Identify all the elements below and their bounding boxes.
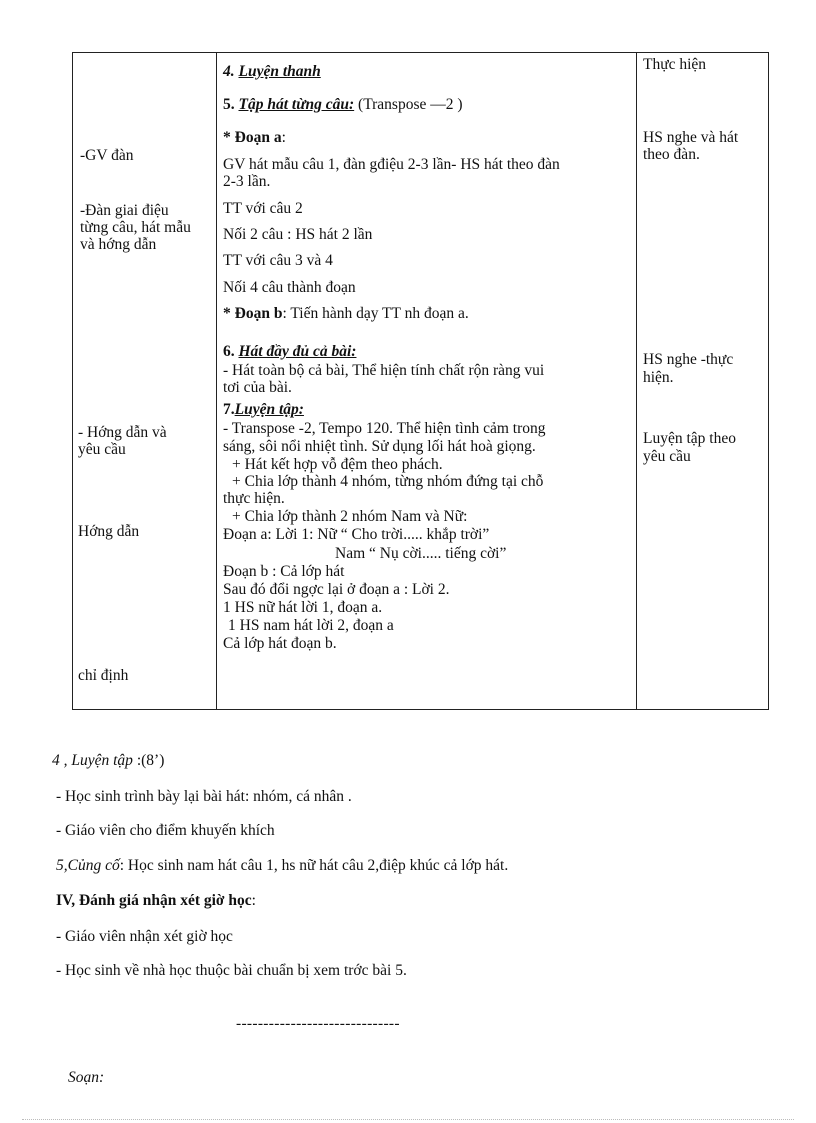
right-luyen-tap-theo-2: yêu cầu (643, 448, 691, 465)
mid-doan-a-loi1-nam: Nam “ Nụ cời..... tiếng cời” (335, 545, 507, 562)
left-dan-giai-dieu-1: -Đàn giai điệu (80, 202, 169, 219)
mid-luyen-tap-num: 7. (223, 401, 235, 418)
right-hs-nghe-hat-1: HS nghe và hát (643, 129, 739, 146)
luyen-tap-heading (52, 752, 164, 769)
mid-chia-2-nhom: + Chia lớp thành 2 nhóm Nam và Nữ: (232, 508, 468, 525)
luyen-tap-heading-num: 4 , (52, 752, 72, 769)
mid-chia-4-nhom-1: + Chia lớp thành 4 nhóm, từng nhóm đứng tại chỗ (232, 473, 544, 490)
left-huong-dan-yeu-cau-2: yêu cầu (78, 441, 126, 458)
mid-luyen-thanh-title: Luyện thanh (238, 63, 321, 80)
mid-doan-a-label: * Đoạn a (223, 129, 282, 146)
left-gv-dan: -GV đàn (80, 147, 134, 164)
table-divider-2 (636, 52, 637, 710)
mid-gv-hat-mau-1: GV hát mẫu câu 1, đàn gđiệu 2-3 lần- HS hát theo đàn (223, 156, 560, 173)
mid-doan-b (223, 305, 469, 322)
luyen-tap-heading-time: :(8’) (132, 752, 165, 769)
mid-gv-hat-mau-2: 2-3 lần. (223, 173, 271, 190)
mid-doan-a-loi1-nu: Đoạn a: Lời 1: Nữ “ Cho trời..... khắp trời” (223, 526, 490, 543)
left-dan-giai-dieu-3: và hớng dẫn (80, 236, 157, 253)
hs-ve-nha: - Học sinh về nhà học thuộc bài chuẩn bị xem trớc bài 5. (56, 962, 407, 979)
soan-label: Soạn: (68, 1069, 105, 1086)
mid-ca-lop-doan-b: Cả lớp hát đoạn b. (223, 635, 337, 652)
mid-hat-ket-hop: + Hát kết hợp vỗ đệm theo phách. (232, 456, 443, 473)
mid-sau-do: Sau đó đổi ngợc lại ở đoạn a : Lời 2. (223, 581, 450, 598)
mid-hs-nu: 1 HS nữ hát lời 1, đoạn a. (223, 599, 383, 616)
cung-co-label: 5,Củng cố (56, 857, 120, 874)
mid-hat-day-du-num: 6. (223, 343, 239, 360)
left-huong-dan: Hớng dẫn (78, 523, 140, 540)
mid-tap-hat-title: Tập hát từng câu: (238, 96, 355, 113)
table-divider-1 (216, 52, 217, 710)
mid-luyen-tap-heading (223, 401, 304, 418)
mid-tap-hat-heading (223, 96, 463, 113)
mid-doan-b-ca-lop: Đoạn b : Cả lớp hát (223, 563, 345, 580)
mid-transpose-1: - Transpose -2, Tempo 120. Thể hiện tình cảm trong (223, 420, 546, 437)
table-border-right (768, 52, 769, 710)
mid-noi-2-cau: Nối 2 câu : HS hát 2 lần (223, 226, 373, 243)
mid-luyen-thanh-num: 4. (223, 63, 239, 80)
cung-co-text: : Học sinh nam hát câu 1, hs nữ hát câu 2,điệp khúc cả lớp hát. (119, 857, 509, 874)
mid-hat-day-du-title: Hát đầy đủ cả bài: (238, 343, 357, 360)
table-border-top (72, 52, 769, 53)
mid-chia-4-nhom-2: thực hiện. (223, 490, 285, 507)
gv-nhan-xet: - Giáo viên nhận xét giờ học (56, 928, 233, 945)
mid-doan-a-colon: : (281, 129, 286, 146)
danh-gia-heading-colon: : (251, 892, 256, 909)
right-hs-nghe-thuc-2: hiện. (643, 369, 674, 386)
danh-gia-heading (56, 892, 256, 909)
mid-transpose-2: sáng, sôi nổi nhiệt tình. Sử dụng lối hát hoà giọng. (223, 438, 536, 455)
mid-tap-hat-extra: (Transpose —2 ) (354, 96, 463, 113)
mid-noi-4-cau: Nối 4 câu thành đoạn (223, 279, 356, 296)
mid-luyen-thanh-heading (223, 63, 321, 80)
right-thuc-hien: Thực hiện (643, 56, 707, 73)
mid-tt-cau-34: TT với câu 3 và 4 (223, 252, 333, 269)
luyen-tap-heading-title: Luyện tập (71, 752, 133, 769)
mid-hat-toan-bo-2: tơi của bài. (223, 379, 292, 396)
hs-trinh-bay: - Học sinh trình bày lại bài hát: nhóm, cá nhân . (56, 788, 352, 805)
table-border-bottom (72, 709, 769, 710)
mid-doan-a-heading (223, 129, 286, 146)
mid-doan-b-text: : Tiến hành dạy TT nh đoạn a. (282, 305, 469, 322)
gv-cho-diem: - Giáo viên cho điểm khuyến khích (56, 822, 275, 839)
table-border-left (72, 52, 73, 710)
left-huong-dan-yeu-cau-1: - Hớng dẫn và (78, 424, 167, 441)
mid-hat-day-du-heading (223, 343, 356, 360)
right-hs-nghe-hat-2: theo đàn. (643, 146, 700, 163)
left-chi-dinh: chỉ định (78, 667, 129, 684)
mid-hat-toan-bo-1: - Hát toàn bộ cả bài, Thể hiện tính chất rộn ràng vui (223, 362, 545, 379)
mid-tap-hat-num: 5. (223, 96, 239, 113)
left-dan-giai-dieu-2: từng câu, hát mẫu (80, 219, 191, 236)
page-bottom-dotted-border (22, 1119, 794, 1120)
mid-luyen-tap-title: Luyện tập: (234, 401, 304, 418)
mid-tt-cau-2: TT với câu 2 (223, 200, 303, 217)
mid-doan-b-label: * Đoạn b (223, 305, 283, 322)
danh-gia-heading-text: IV, Đánh giá nhận xét giờ học (56, 892, 252, 909)
right-hs-nghe-thuc-1: HS nghe -thực (643, 351, 734, 368)
cung-co-line (56, 857, 508, 874)
right-luyen-tap-theo-1: Luyện tập theo (643, 430, 736, 447)
mid-hs-nam: 1 HS nam hát lời 2, đoạn a (228, 617, 394, 634)
section-divider: ------------------------------ (236, 1015, 400, 1032)
